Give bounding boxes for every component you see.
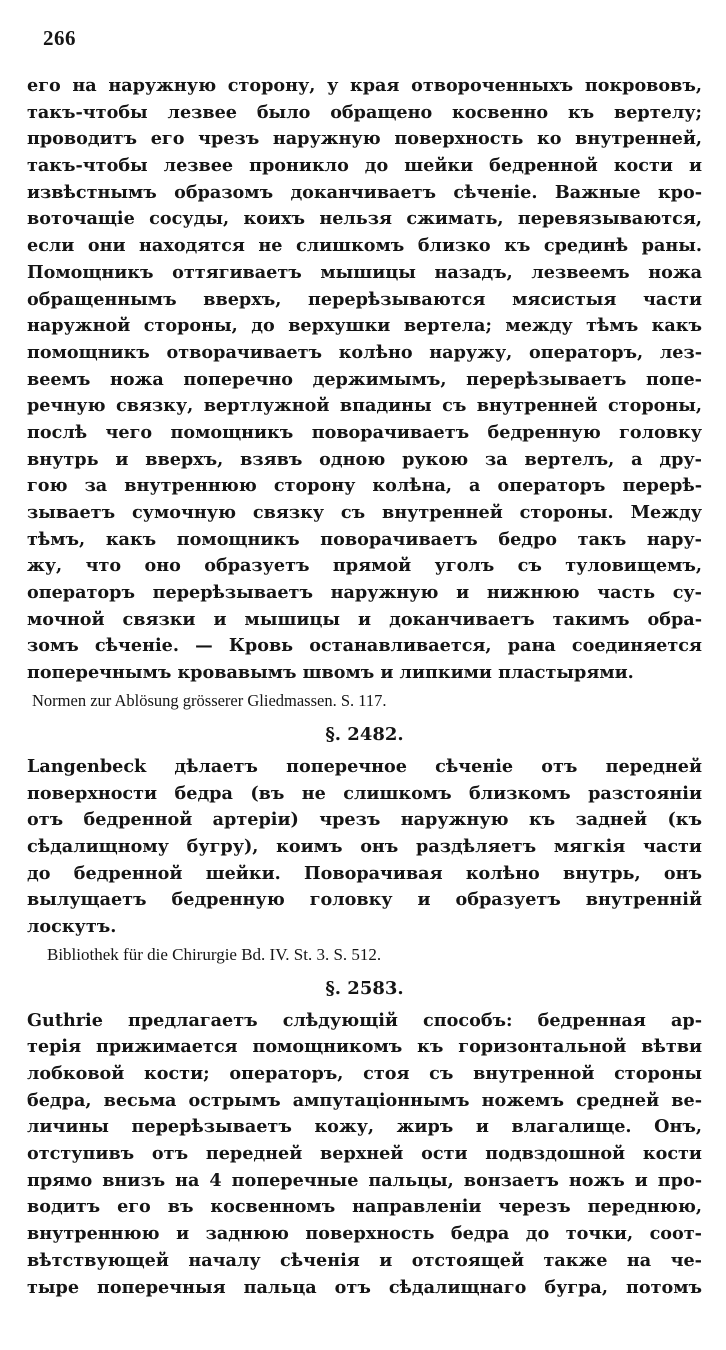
section-heading: §. 2583. [325, 977, 404, 999]
text-line: речную связку, вертлужной впадины съ внутренней стороны, [27, 395, 702, 417]
source-citation: Bibliothek für die Chirurgie Bd. IV. St. 3. S. 512. [47, 944, 382, 964]
text-line: лобковой кости; операторъ, стоя съ внутренной стороны [27, 1063, 702, 1084]
text-line: такъ-чтобы лезвее проникло до шейки бедренной кости и [27, 155, 702, 177]
text-line: тѣмъ, какъ помощникъ поворачиваетъ бедро такъ нару- [27, 528, 702, 550]
paragraph-langenbeck [27, 754, 702, 941]
paragraph-guthrie [27, 1008, 702, 1302]
text-line: прямо внизъ на 4 поперечные пальцы, вонзаетъ ножъ и про- [27, 1169, 702, 1191]
text-line: Guthrie предлагаетъ слѣдующій способъ: бедренная ар- [27, 1009, 702, 1031]
text-line: наружной стороны, до верхушки вертела; между тѣмъ какъ [27, 315, 702, 337]
text-line: сѣдалищному бугру), коимъ онъ раздѣляетъ мягкія части [27, 835, 702, 857]
text-line: послѣ чего помощникъ поворачиваетъ бедренную головку [27, 421, 702, 443]
text-line: водитъ его въ косвенномъ направленіи черезъ переднюю, [27, 1196, 702, 1218]
text-line: до бедренной шейки. Поворачивая колѣно внутрь, онъ [27, 862, 702, 884]
source-citation: Normen zur Ablösung grösserer Gliedmassen. S. 117. [32, 690, 387, 710]
text-line: гою за внутреннюю сторону колѣна, а операторъ перерѣ- [27, 475, 702, 497]
text-line: личины перерѣзываетъ кожу, жиръ и влагалище. Онъ, [27, 1116, 702, 1138]
text-line: извѣстнымъ образомъ доканчиваетъ сѣченіе. Важные кро- [27, 181, 702, 203]
section-heading: §. 2482. [325, 723, 404, 745]
text-line: поверхности бедра (въ не слишкомъ близкомъ разстояніи [27, 782, 702, 804]
text-line: Помощникъ оттягиваетъ мышицы назадъ, лезвеемъ ножа [27, 261, 702, 283]
text-line: тыре поперечныя пальца отъ сѣдалищнаго бугра, потомъ [27, 1276, 702, 1298]
text-line: его на наружную сторону, у края отвороченныхъ покрововъ, [27, 75, 702, 96]
text-line: жу, что оно образуетъ прямой уголъ съ туловищемъ, [27, 555, 702, 577]
text-line: операторъ перерѣзываетъ наружную и нижнюю часть су- [27, 582, 702, 604]
text-line: поперечнымъ кровавымъ швомъ и липкими пластырями. [27, 662, 634, 684]
text-line: помощникъ отворачиваетъ колѣно наружу, операторъ, лез- [27, 341, 702, 363]
text-line: терія прижимается помощникомъ къ горизонтальной вѣтви [27, 1036, 702, 1058]
text-line: лоскутъ. [27, 915, 117, 937]
text-line: воточащіе сосуды, коихъ нельзя сжимать, перевязываются, [27, 208, 702, 230]
text-line: веемъ ножа поперечно держимымъ, перерѣзываетъ попе- [27, 368, 702, 390]
text-line: отъ бедренной артеріи) чрезъ наружную къ задней (къ [27, 809, 702, 831]
text-line: бедра, весьма острымъ ампутаціоннымъ ножемъ средней ве- [27, 1089, 702, 1111]
text-line: проводитъ его чрезъ наружную поверхность ко внутренней, [27, 128, 702, 150]
text-line: зомъ сѣченіе. — Кровь останавливается, рана соединяется [27, 635, 702, 657]
text-line: внутреннюю и заднюю поверхность бедра до точки, соот- [27, 1223, 702, 1245]
text-line: отступивъ отъ передней верхней ости подвздошной кости [27, 1143, 702, 1165]
text-line: такъ-чтобы лезвее было обращено косвенно къ вертелу; [27, 101, 702, 123]
page-number: 266 [43, 26, 76, 50]
text-line: мочной связки и мышицы и доканчиваетъ такимъ обра- [27, 608, 702, 630]
text-line: Langenbeck дѣлаетъ поперечное сѣченіе отъ передней [27, 755, 702, 777]
text-line: если они находятся не слишкомъ близко къ срединѣ раны. [27, 235, 702, 257]
paragraph-continued [27, 73, 702, 687]
text-line: вылущаетъ бедренную головку и образуетъ внутренній [27, 889, 702, 911]
text-line: обращеннымъ вверхъ, перерѣзываются мясистыя части [27, 288, 702, 310]
text-line: вѣтствующей началу сѣченія и отстоящей также на че- [27, 1249, 702, 1271]
text-line: внутрь и вверхъ, взявъ одною рукою за вертелъ, а дру- [27, 448, 702, 470]
text-line: зываетъ сумочную связку съ внутренней стороны. Между [27, 502, 702, 523]
